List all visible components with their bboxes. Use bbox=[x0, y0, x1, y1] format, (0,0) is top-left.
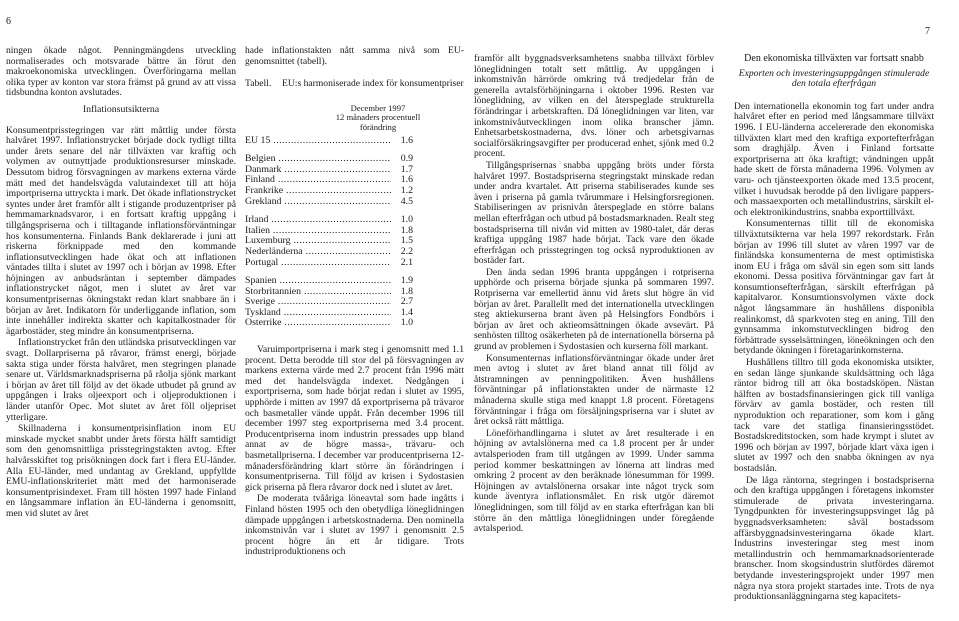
paragraph: Skillnaderna i konsumentprisinflation inom EU minskade mycket snabbt under årets första hälft samtidigt som den genomsnittliga prisstegringstakten avtog. Efter halvårsskiftet tog prisökningen dock fart i flera EU-länder. Alla EU-länder, med undantag av Grekland, uppfyllde EMU-inflationskriteriet mätt med det harmoniserade konsumentprisindexet. Fram till hösten 1997 hade Finland en långsammare inflation än EU-länderna i genomsnitt, men vid slutet av året bbox=[6, 423, 236, 519]
table-cell-value: 1.8 bbox=[400, 224, 413, 236]
paragraph: Hushållens tilltro till goda ekonomiska utsikter, en sedan länge sjunkande skuldsättning och låga räntor bidrog till att öka bostadsköpen. Nästan hälften av bostadsfinansieringen gick till vanliga förvärv av gamla bostäder, och resten till nyproduktion och reparationer, som kom i gång tack vare det statliga finansieringsstödet. Bostadskreditstocken, som hade krympt i slutet av 1996 och början av 1997, började klart växa igen i slutet av 1997 och den snabba ökningen av nya bostadslån. bbox=[734, 357, 934, 474]
column-1 bbox=[6, 46, 236, 521]
table-row bbox=[245, 276, 415, 287]
table-row bbox=[245, 226, 415, 237]
table-cell-country: Sverige ..... bbox=[245, 297, 391, 308]
table-row bbox=[245, 175, 415, 186]
table-cell-value: 1.4 bbox=[400, 306, 413, 318]
paragraph: Konsumenternas tillit till de ekonomiska tillväxtutsikterna var hela 1997 rekordstark. Från början av 1996 till slutet av våren 1997 var de finländska konsumenterna de mest optimistiska inom EU i fråga om såväl sin egen som sitt lands ekonomi. Dessa positiva förväntningar gav fart åt konsumtionsefterfrågan, särskilt efterfrågan på kapitalvaror. Konsumtionsvolymen växte dock något långsammare än hushållens disponibla realinkomst, då sparkvoten steg en aning. Till den gynnsamma inkomstutvecklingen bidrog den förbättrade sysselsättningen, löneökningen och den betydande ökningen i företagarinkomsterna. bbox=[734, 218, 934, 357]
paragraph: Löneförhandlingarna i slutet av året resulterade i en höjning av avtalslönerna med ca 1.8 procent per år under avtalsperioden fram till utgången av 1999. Under samma period kommer beskattningen av lönerna att lindras med omkring 2 procent av den beräknade lönesumman för 1999. Höjningen av avtalslönerna orsakar inte något tryck som kunde äventyra inflationsmålet. En risk utgör däremot löneglidningen, som till följd av en starka efterfrågan kan bli större än den måttliga löneglidningen under föregående avtalsperiod. bbox=[474, 427, 714, 535]
table-cell-country: Nederländerna ..... bbox=[245, 247, 391, 258]
subsection-heading: Exporten och investeringsuppgången stimulerade den totala efterfrågan bbox=[738, 67, 930, 90]
table-cell-country: EU 15 ..... bbox=[245, 136, 391, 147]
table-cell-value: 4.5 bbox=[400, 195, 413, 207]
paragraph: ningen ökade något. Penningmängdens utveckling normaliserades och motsvarade bättre än förut den makroekonomiska utvecklingen. Överföringarna mellan olika typer av konton var stora främst på grund av att vissa tidsbundna konton avslutades. bbox=[6, 45, 236, 99]
table-cell-country: Portugal ..... bbox=[245, 258, 391, 269]
table-cell-country: Danmark ..... bbox=[245, 165, 391, 176]
paragraph: Tillgångsprisernas snabba uppgång bröts under första halvåret 1997. Bostadspriserna stegringstakt minskade redan under andra kvartalet. Att priserna stabiliserades kunde ses även i priserna på gamla tvårummare i Helsingforsregionen. Stabiliseringen av prisnivån återspeglade en större balans mellan efterfrågan och utbud på bostadsmarknaden. Realt steg bostadspriserna till nivån vid mitten av 1980-talet, där deras kraftiga uppgång 1987 hade börjat. Tack vare den ökade efterfrågan och prisstegringen tog också nyproduktionen av bostäder fart. bbox=[474, 159, 714, 267]
column-4 bbox=[734, 54, 934, 604]
table-cell-country: Storbritannien ..... bbox=[245, 287, 391, 298]
table-row bbox=[245, 154, 415, 165]
table-cell-value: 1.9 bbox=[400, 275, 413, 287]
hicp-table bbox=[245, 136, 464, 330]
paragraph: framför allt byggnadsverksamhetens snabba tillväxt förblev löneglidningen totalt sett måttlig. Av uppgången i inkomstnivån härrörde omkring två tredjedelar från de generella avtalsförhöjningarna i oktober 1996. Resten var löneglidning, av vilken en del återspeglade strukturella förändringar i arbetskraften. Då löneglidningen var liten, var inkomstnivåutvecklingen inom olika branscher jämn. Enhetsarbetskostnaderna, dvs. löner och arbetsgivarnas socialförsäkringsavgifter per producerad enhet, sjönk med 0.2 procent. bbox=[474, 53, 714, 160]
page-number-right: 7 bbox=[925, 26, 930, 37]
column-2 bbox=[245, 46, 464, 559]
table-row bbox=[245, 308, 415, 319]
table-cell-value: 1.0 bbox=[400, 317, 413, 329]
table-cell-value: 1.2 bbox=[400, 184, 413, 196]
table-cell-value: 1.5 bbox=[400, 235, 413, 247]
paragraph: Konsumenternas inflationsförväntningar ökade under året men avtog i slutet av året bland annat till följd av åtstramningen av penningpolitiken. Även hushållens förväntningar på inflationstakten under de närmaste 12 månaderna skulle stiga med knappt 1.8 procent. Företagens förväntningar i fråga om försäljningspriserna var i slutet av året också rätt måttliga. bbox=[474, 352, 714, 428]
table-title: EU:s harmoniserade index för konsumentpriser bbox=[282, 78, 464, 90]
paragraph: Den internationella ekonomin tog fart under andra halvåret efter en period med långsammare tillväxt 1996. I EU-länderna accelererade den ekonomiska tillväxten klart med den kraftiga exportefterfrågan som draghjälp. Även i Finland fortsatte exportpriserna att öka kraftigt; vändningen uppåt hade skett de första månaderna 1996. Volymen av varu- och tjänsteexporten ökade med 13.5 procent, vilket i huvudsak berodde på den livligare pappers- och massaexporten och metallindustrins, särskilt el- och elektronikindustrins, snabba exporttillväxt. bbox=[734, 100, 934, 218]
table-cell-value: 2.1 bbox=[400, 256, 413, 268]
table-cell-country: Belgien ..... bbox=[245, 154, 391, 165]
table-cell-country: Italien ..... bbox=[245, 226, 391, 237]
table-cell-value: 1.7 bbox=[400, 163, 413, 175]
table-header-unit: 12 månaders procentuell förändring bbox=[335, 112, 421, 132]
table-row bbox=[245, 197, 415, 208]
paragraph: Konsumentprisstegringen var rätt måttlig under första halvåret 1997. Inflationstrycket började dock tydligt tillta under årets senare del när tillväxten var kraftig och volymen av outnyttjade produktionsresurser minskade. Dessutom bidrog försvagningen av markens externa värde mätt med det handelsvägda valutaindexet till att höja importpriserna uttryckta i mark. Det ökade inflationstrycket syntes under året framför allt i stigande produzentpriser på hemmamarknadsvaror, i en fortsatt kraftig uppgång i tillgångspriserna och i tilltagande inflationsförväntningar hos konsumenterna. Finlands Bank deklarerade i juni att riskerna förknippade med den kommande inflationsutvecklingen hade ökat och att inflationen väntades tillta i slutet av 1997 och i början av 1998. Efter höjningen av anbudsräntan i september dämpades inflationstrycket något, men i slutet av året var konsumentprisernas ökningstakt redan klart snabbare än i början av året. Indikatorn för underliggande inflation, som inte innehåller indirekta skatter och kapitalkostnader för ägarbostäder, steg mindre än konsumentpriserna. bbox=[6, 124, 236, 337]
table-cell-country: Spanien ..... bbox=[245, 276, 391, 287]
table-row bbox=[245, 186, 415, 197]
section-heading: Inflationsutsikterna bbox=[82, 103, 160, 115]
paragraph: Varuimportpriserna i mark steg i genomsnitt med 1.1 procent. Detta berodde till stor del på försvagningen av markens externa värde med 2.7 procent från 1996 mätt med det handelsvägda indexet. Nedgången i exportpriserna, som hade börjat redan i slutet av 1995, upphörde i mitten av 1997 då exportpriserna på trävaror och basmetaller vände uppåt. Från december 1996 till december 1997 steg exportpriserna med 3.4 procent. Producentpriserna inom industrin pressades upp bland annat av de högre massa-, trävaru- och basmetallpriserna. I december var producentpriserna 12-månadersförändring klart större än förändringen i konsumentpriserna. Till följd av krisen i Sydostasien gick priserna på flera råvaror dock ned i slutet av året. bbox=[245, 344, 464, 493]
table-row bbox=[245, 236, 415, 247]
table-cell-country: Frankrike ..... bbox=[245, 186, 391, 197]
page-number-left: 6 bbox=[6, 16, 11, 27]
table-caption bbox=[245, 79, 464, 90]
table-cell-country: Tyskland ..... bbox=[245, 308, 391, 319]
paragraph: De moderata tvååriga löneavtal som hade ingåtts i Finland hösten 1995 och den obetydliga löneglidningen dämpade uppgången i arbetskostnaderna. Den nominella inkomstnivån var i slutet av 1997 i genomsnitt 2.5 procent högre än ett år tidigare. Trots industriproduktionens och bbox=[245, 493, 464, 558]
table-row bbox=[245, 215, 415, 226]
table-header-period: December 1997 bbox=[350, 102, 406, 113]
table-cell-country: Luxemburg ..... bbox=[245, 236, 391, 247]
table-label: Tabell. bbox=[245, 78, 272, 90]
paragraph: Den ända sedan 1996 branta uppgången i rotpriserna upphörde och priserna började sjunka på sommaren 1997. Rotpriserna var emellertid ännu vid årets slut högre än vid början av året. Parallellt med det internationella utvecklingen steg aktiekurserna brant även på Helsingfors Fondbörs i början av året och aktieomsättningen ökade avsevärt. På senhösten tilltog osäkerheten på de internationella börserna på grund av problemen i Sydostasien och kurserna föll markant. bbox=[474, 266, 714, 353]
table-cell-value: 1.6 bbox=[400, 134, 413, 146]
section-heading: Den ekonomiska tillväxten var fortsatt snabb bbox=[744, 53, 924, 64]
paragraph: hade inflationstakten nått samma nivå som EU-genomsnittet (tabell). bbox=[245, 45, 464, 67]
table-cell-value: 2.2 bbox=[400, 245, 413, 257]
table-header bbox=[245, 104, 464, 133]
paragraph: Inflationstrycket från den utländska prisutvecklingen var svagt. Dollarpriserna på råvaror, främst energi, började sakta stiga under första halvåret, men stegringen planade senare ut. Världsmarknadspriserna på råolja sjönk markant i början av året till följd av det ökade utbudet på grund av uppgången i Iraks oljeexport och i oljeproduktionen i länder utanför Opec. Mot slutet av året föll oljepriset ytterligare. bbox=[6, 337, 236, 423]
paragraph: De låga räntorna, stegringen i bostadspriserna och den kraftiga uppgången i företagens inkomster stimulerade de privata investeringarna. Tyngdpunkten för investeringsuppsvinget låg på byggnadsverksamheten: såväl bostadssom affärsbyggnadsinvesteringarna ökade klart. Industrins investeringar steg mest inom metallindustrin och hemmamarknadsorienterade branscher. Inom skogsindustrin slutfördes däremot betydande investeringsprojekt under 1997 men några nya stora projekt startades inte. Trots de nya produktionsanläggningarna steg kapacitets- bbox=[734, 474, 934, 603]
table-row bbox=[245, 165, 415, 176]
table-cell-value: 0.9 bbox=[400, 153, 413, 165]
table-row bbox=[245, 136, 415, 147]
table-cell-value: 1.8 bbox=[400, 285, 413, 297]
table-row bbox=[245, 247, 415, 258]
table-cell-country: Grekland ..... bbox=[245, 197, 391, 208]
table-row bbox=[245, 318, 415, 329]
table-cell-value: 2.7 bbox=[400, 296, 413, 308]
table-row bbox=[245, 297, 415, 308]
table-cell-value: 1.0 bbox=[400, 214, 413, 226]
table-cell-country: Irland ..... bbox=[245, 215, 391, 226]
table-cell-country: Österrike ..... bbox=[245, 318, 391, 329]
table-cell-country: Finland ..... bbox=[245, 175, 391, 186]
table-row bbox=[245, 287, 415, 298]
column-3 bbox=[474, 54, 714, 536]
table-cell-value: 1.6 bbox=[400, 174, 413, 186]
table-row bbox=[245, 258, 415, 269]
